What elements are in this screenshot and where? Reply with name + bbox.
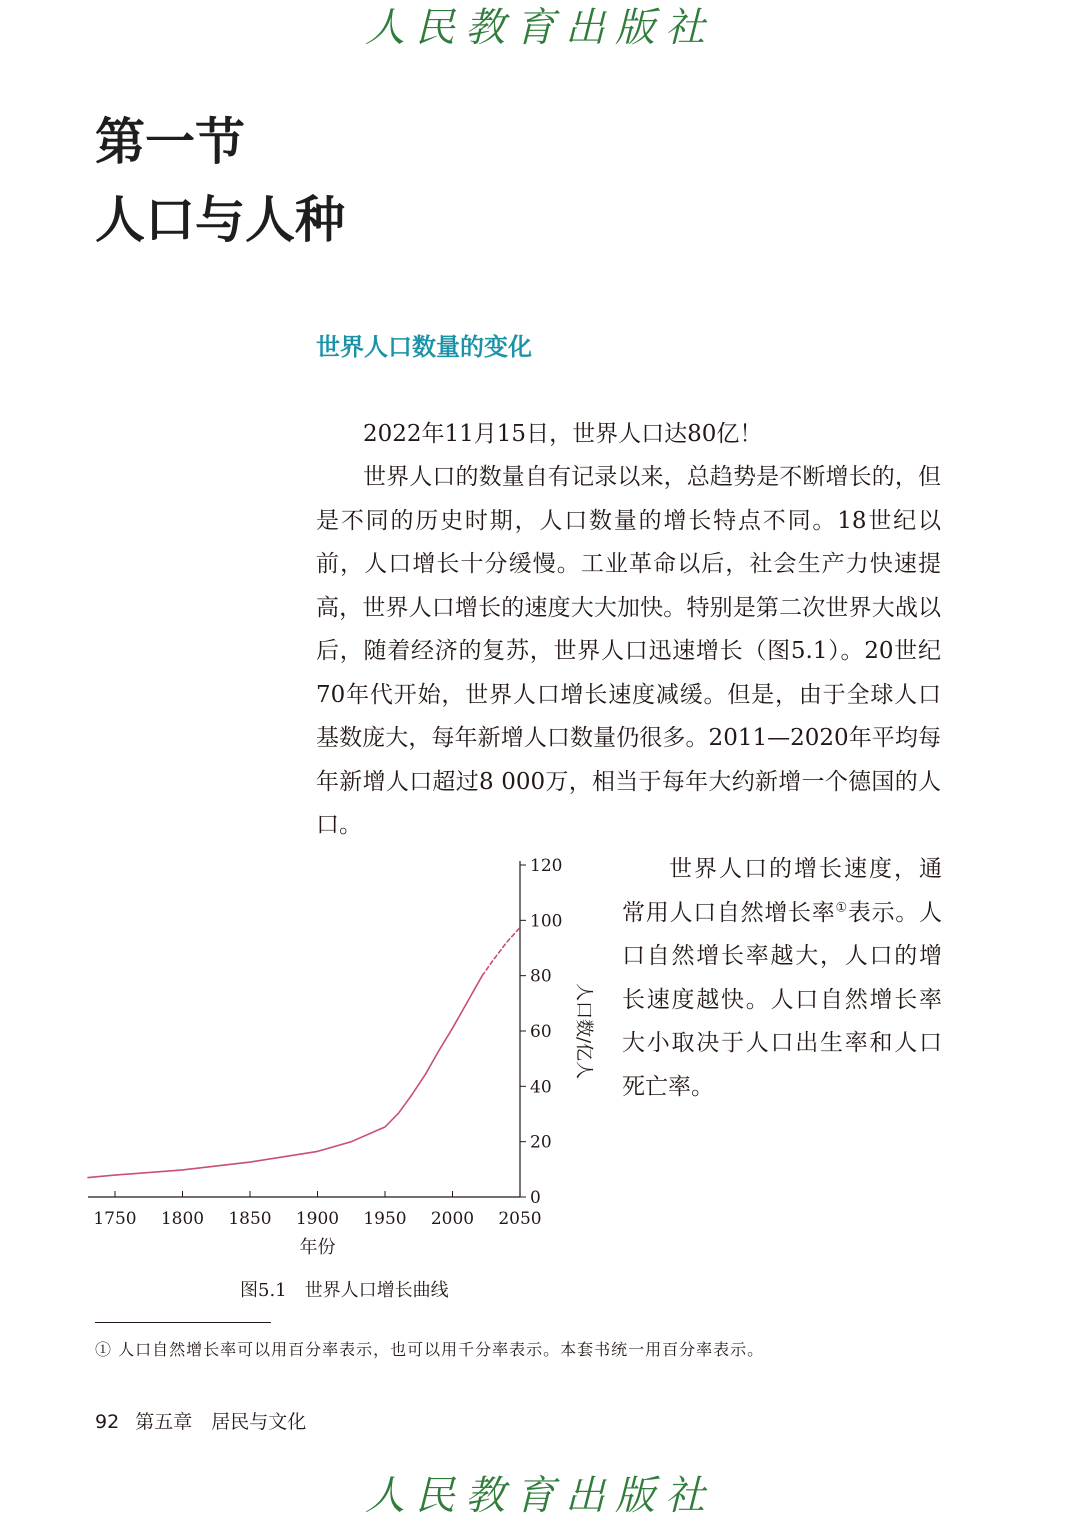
figure-caption: 图5.1 世界人口增长曲线	[240, 1280, 449, 1301]
y-tick-label: 0	[530, 1188, 541, 1208]
paragraph-body: 世界人口的数量自有记录以来，总趋势是不断增长的，但是不同的历史时期，人口数量的增长特点不同。18世纪以前，人口增长十分缓慢。工业革命以后，社会生产力快速提高，世界人口增长的速度大大加快。特别是第二次世界大战以后，随着经济的复苏，世界人口迅速增长（图5.1）。20世纪70年代开始，世界人口增长速度减缓。但是，由于全球人口基数庞大，每年新增人口数量仍很多。2011—2020年平均每年新增人口超过8 000万，相当于每年大约新增一个德国的人口。	[316, 464, 941, 838]
x-tick-label: 1750	[93, 1209, 137, 1229]
population-chart	[80, 855, 600, 1265]
x-tick-label: 1950	[363, 1209, 407, 1229]
y-tick-label: 60	[530, 1022, 552, 1042]
section-number: 第一节	[95, 112, 245, 171]
projection-curve	[482, 928, 520, 976]
publisher-watermark-bottom: 人民教育出版社	[365, 1473, 715, 1519]
x-tick-label: 1800	[160, 1209, 205, 1229]
publisher-watermark-top: 人民教育出版社	[365, 5, 715, 51]
x-tick-label: 1900	[295, 1209, 340, 1229]
side-paragraph-start: 世界人口的增长速度，通常用人口自然增长率	[622, 856, 942, 926]
footnote-divider	[95, 1322, 271, 1323]
paragraph-headline: 2022年11月15日，世界人口达80亿！	[363, 421, 763, 447]
y-tick-label: 20	[530, 1132, 552, 1153]
page-folio	[95, 1408, 306, 1436]
y-tick-label: 40	[530, 1077, 552, 1098]
y-tick-label: 120	[530, 856, 563, 876]
y-tick-label: 80	[530, 966, 552, 987]
subheading: 世界人口数量的变化	[316, 333, 532, 361]
side-paragraph-end: 表示。人口自然增长率越大，人口的增长速度越快。人口自然增长率大小取决于人口出生率和人口死亡率。	[622, 899, 942, 1100]
section-title: 人口与人种	[95, 190, 345, 249]
x-tick-label: 1850	[228, 1209, 272, 1229]
side-paragraph	[622, 848, 942, 1109]
population-curve	[88, 976, 482, 1178]
page-number: 92	[95, 1411, 120, 1433]
y-axis-title: 人口数/亿人	[573, 982, 594, 1080]
chapter-title: 第五章 居民与文化	[135, 1411, 307, 1433]
footnote: ① 人口自然增长率可以用百分率表示，也可以用千分率表示。本套书统一用百分率表示。	[95, 1340, 765, 1359]
x-tick-label: 2000	[430, 1209, 475, 1229]
footnote-mark: ①	[835, 899, 848, 915]
x-tick-label: 2050	[498, 1209, 542, 1229]
y-tick-label: 100	[530, 911, 563, 932]
x-axis-title: 年份	[299, 1237, 336, 1258]
